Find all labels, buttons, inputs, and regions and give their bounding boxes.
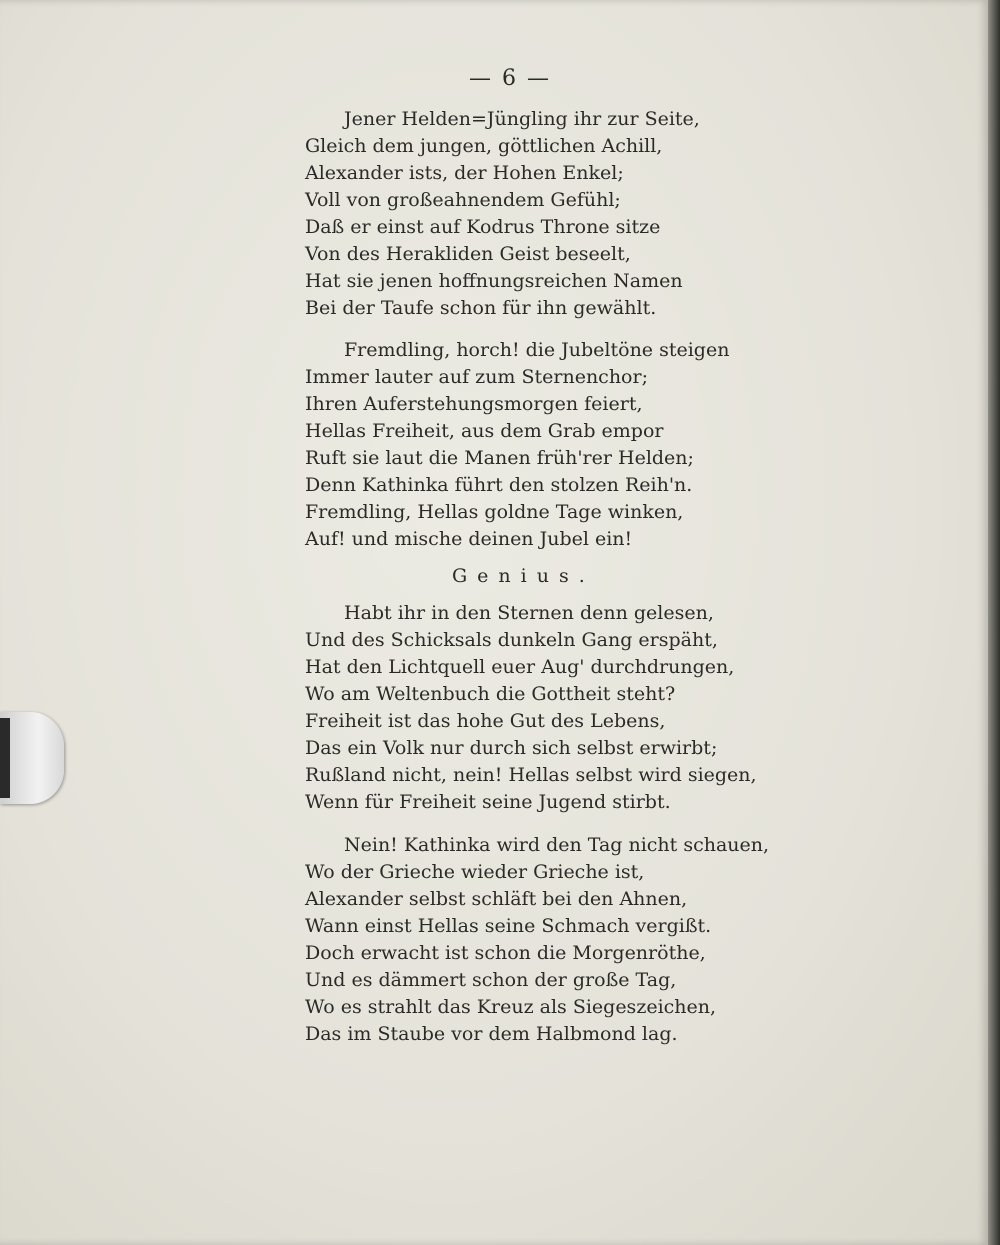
poem-line: Alexander selbst schläft bei den Ahnen, <box>305 888 688 910</box>
poem-line: Jener Helden=Jüngling ihr zur Seite, <box>344 108 700 130</box>
poem-line: Alexander ists, der Hohen Enkel; <box>305 162 624 184</box>
poem-line: Auf! und mische deinen Jubel ein! <box>305 528 633 550</box>
poem-line: Freiheit ist das hohe Gut des Lebens, <box>305 710 666 732</box>
poem-line: Hellas Freiheit, aus dem Grab empor <box>305 420 664 442</box>
poem-line: Nein! Kathinka wird den Tag nicht schauen, <box>344 834 770 856</box>
poem-line: Wenn für Freiheit seine Jugend stirbt. <box>305 791 671 813</box>
poem-line: Hat sie jenen hoffnungsreichen Namen <box>305 270 683 292</box>
binding-clip <box>0 712 64 804</box>
poem-line: Fremdling, Hellas goldne Tage winken, <box>305 501 684 523</box>
poem-line: Wo es strahlt das Kreuz als Siegeszeichen, <box>305 996 717 1018</box>
page-edge-shadow <box>988 0 1000 1245</box>
poem-line: Wo der Grieche wieder Grieche ist, <box>305 861 645 883</box>
poem-line: Das ein Volk nur durch sich selbst erwirbt; <box>305 737 718 759</box>
poem-line: Von des Herakliden Geist beseelt, <box>305 243 631 265</box>
poem-line: Und des Schicksals dunkeln Gang erspäht, <box>305 629 718 651</box>
section-heading: Genius. <box>452 565 595 587</box>
poem-line: Immer lauter auf zum Sternenchor; <box>305 366 648 388</box>
poem-line: Fremdling, horch! die Jubeltöne steigen <box>344 339 730 361</box>
poem-line: Wann einst Hellas seine Schmach vergißt. <box>305 915 712 937</box>
poem-line: Daß er einst auf Kodrus Throne sitze <box>305 216 661 238</box>
poem-line: Rußland nicht, nein! Hellas selbst wird siegen, <box>305 764 757 786</box>
poem-line: Doch erwacht ist schon die Morgenröthe, <box>305 942 706 964</box>
poem-line: Denn Kathinka führt den stolzen Reih'n. <box>305 474 693 496</box>
poem-line: Voll von großeahnendem Gefühl; <box>305 189 621 211</box>
poem-line: Und es dämmert schon der große Tag, <box>305 969 677 991</box>
poem-line: Ihren Auferstehungsmorgen feiert, <box>305 393 643 415</box>
poem-line: Gleich dem jungen, göttlichen Achill, <box>305 135 663 157</box>
page-number: — 6 — <box>469 66 551 91</box>
poem-line: Habt ihr in den Sternen denn gelesen, <box>344 602 714 624</box>
poem-line: Wo am Weltenbuch die Gottheit steht? <box>305 683 676 705</box>
poem-line: Hat den Lichtquell euer Aug' durchdrungen, <box>305 656 735 678</box>
poem-line: Das im Staube vor dem Halbmond lag. <box>305 1023 678 1045</box>
poem-line: Bei der Taufe schon für ihn gewählt. <box>305 297 657 319</box>
poem-line: Ruft sie laut die Manen früh'rer Helden; <box>305 447 694 469</box>
